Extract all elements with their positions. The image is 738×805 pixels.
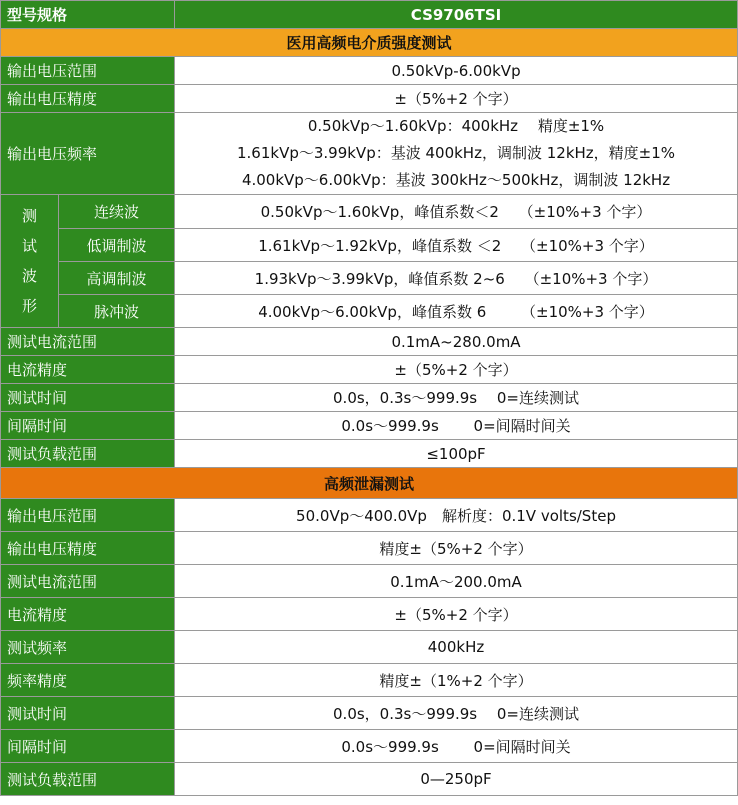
row-label: 频率精度 — [1, 664, 175, 697]
waveform-value: 4.00kVp～6.00kVp，峰值系数 6 （±10%+3 个字） — [175, 295, 738, 328]
row-label: 间隔时间 — [1, 730, 175, 763]
frequency-line: 0.50kVp～1.60kVp：400kHz 精度±1% — [307, 117, 605, 135]
row-label: 测试时间 — [1, 697, 175, 730]
row-value: 0.1mA～200.0mA — [175, 565, 738, 598]
waveform-type: 连续波 — [59, 195, 175, 229]
frequency-line: 1.61kVp～3.99kVp：基波 400kHz，调制波 12kHz，精度±1% — [236, 144, 676, 162]
section-medical-row — [1, 29, 738, 57]
waveform-type: 低调制波 — [59, 229, 175, 262]
row-value: 0.0s～999.9s 0=间隔时间关 — [175, 730, 738, 763]
section-medical-title: 医用高频电介质强度测试 — [1, 29, 738, 57]
table-row — [1, 631, 738, 664]
row-label: 测试电流范围 — [1, 565, 175, 598]
waveform-type: 脉冲波 — [59, 295, 175, 328]
row-label: 电流精度 — [1, 356, 175, 384]
section-leakage-row — [1, 468, 738, 499]
waveform-value: 1.93kVp～3.99kVp，峰值系数 2~6 （±10%+3 个字） — [175, 262, 738, 295]
row-value: ±（5%+2 个字） — [175, 85, 738, 113]
table-row — [1, 565, 738, 598]
table-row — [1, 730, 738, 763]
table-row — [1, 328, 738, 356]
frequency-row — [1, 113, 738, 195]
row-label: 测试频率 — [1, 631, 175, 664]
row-label: 输出电压范围 — [1, 499, 175, 532]
model-value: CS9706TSI — [175, 1, 738, 29]
waveform-type: 高调制波 — [59, 262, 175, 295]
table-row — [1, 85, 738, 113]
waveform-label-char: 试 — [21, 237, 37, 255]
row-label: 测试电流范围 — [1, 328, 175, 356]
frequency-label: 输出电压频率 — [1, 113, 175, 195]
row-value: ≤100pF — [175, 440, 738, 468]
table-row — [1, 440, 738, 468]
row-label: 测试负载范围 — [1, 763, 175, 796]
waveform-group-label — [1, 195, 59, 328]
waveform-row — [1, 229, 738, 262]
table-row — [1, 697, 738, 730]
row-label: 输出电压精度 — [1, 85, 175, 113]
row-value: 0.50kVp-6.00kVp — [175, 57, 738, 85]
row-value: 精度±（1%+2 个字） — [175, 664, 738, 697]
frequency-value — [175, 113, 738, 195]
row-value: ±（5%+2 个字） — [175, 598, 738, 631]
table-row — [1, 356, 738, 384]
row-label: 测试负载范围 — [1, 440, 175, 468]
table-row — [1, 384, 738, 412]
row-label: 测试时间 — [1, 384, 175, 412]
table-row — [1, 412, 738, 440]
row-value: ±（5%+2 个字） — [175, 356, 738, 384]
table-row — [1, 664, 738, 697]
waveform-row — [1, 295, 738, 328]
row-value: 0.0s，0.3s～999.9s 0=连续测试 — [175, 384, 738, 412]
model-label: 型号规格 — [1, 1, 175, 29]
row-value: 0.0s，0.3s～999.9s 0=连续测试 — [175, 697, 738, 730]
waveform-label-char: 测 — [21, 207, 37, 225]
waveform-label-char: 形 — [21, 297, 37, 315]
waveform-label-char: 波 — [21, 267, 37, 285]
section-leakage-title: 高频泄漏测试 — [1, 468, 738, 499]
row-label: 电流精度 — [1, 598, 175, 631]
waveform-value: 1.61kVp～1.92kVp，峰值系数 ＜2 （±10%+3 个字） — [175, 229, 738, 262]
table-row — [1, 532, 738, 565]
waveform-value: 0.50kVp～1.60kVp，峰值系数＜2 （±10%+3 个字） — [175, 195, 738, 229]
row-value: 0—250pF — [175, 763, 738, 796]
row-value: 0.0s～999.9s 0=间隔时间关 — [175, 412, 738, 440]
waveform-row — [1, 262, 738, 295]
row-value: 精度±（5%+2 个字） — [175, 532, 738, 565]
table-row — [1, 763, 738, 796]
row-value: 400kHz — [175, 631, 738, 664]
header-row — [1, 1, 738, 29]
waveform-row — [1, 195, 738, 229]
table-row — [1, 57, 738, 85]
table-row — [1, 499, 738, 532]
table-row — [1, 598, 738, 631]
row-value: 0.1mA~280.0mA — [175, 328, 738, 356]
row-label: 间隔时间 — [1, 412, 175, 440]
frequency-line: 4.00kVp～6.00kVp：基波 300kHz～500kHz，调制波 12kHz — [241, 171, 671, 189]
row-label: 输出电压精度 — [1, 532, 175, 565]
row-value: 50.0Vp～400.0Vp 解析度：0.1V volts/Step — [175, 499, 738, 532]
row-label: 输出电压范围 — [1, 57, 175, 85]
